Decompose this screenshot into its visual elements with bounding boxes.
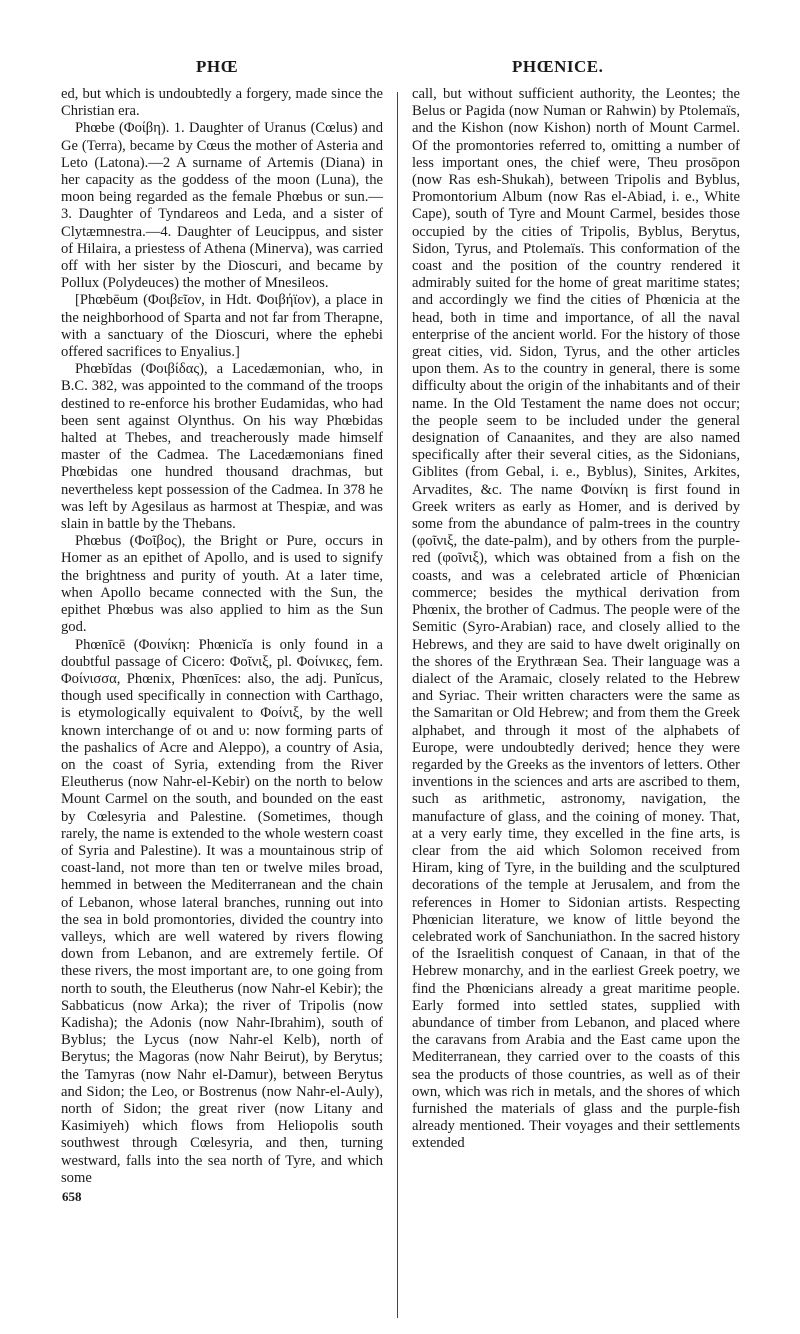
column-divider (397, 92, 398, 1318)
running-header-right: PHŒNICE. (512, 57, 604, 76)
entry-phoebe: Phœbe (Φοίβη). 1. Daughter of Uranus (Cœlus) and Ge (Terra), became by Cœus the mother of Asteria and Leto (Latona).—2 A surname of Artemis (Diana) in her capacity as the goddess of the moon (Luna), the moon being regarded as the female Phœbus or sun.—3. Daughter of Tyndareos and Leda, and a sister of Clytæmnestra.—4. Daughter of Leucippus, and sister of Hilaira, a priestess of Athena (Minerva), was carried off with her sister by the Dioscuri, and became by Pollux (Polydeuces) the mother of Mnesileos. (61, 120, 383, 292)
entry-phoenice-continued: call, but without sufficient authority, the Leontes; the Belus or Pagida (now Numan or Rahwin) by Ptolemaïs, and the Kishon (now Kishon) north of Mount Carmel. Of the promontories referred to, omitting a number of less important ones, the chief were, Theu prosōpon (now Ras esh-Shukah), between Tripolis and Byblus, Promontorium Album (now Ras el-Abiad, i. e., White Cape), south of Tyre and Mount Carmel, besides those occupied by the cities of Tripolis, Byblus, Berytus, Sidon, Tyrus, and Ptolemaïs. This conformation of the coast and the position of the country rendered it admirably suited for the home of great maritime states; and accordingly we find the cities of Phœnicia at the head, both in time and importance, of all the naval enterprise of the ancient world. For the history of those great cities, vid. Sidon, Tyrus, and the other articles upon them. As to the country in general, there is some difficulty about the origin of the inhabitants and of their name. In the Old Testament the name does not occur; the people seem to be included under the general designation of Canaanites, and they are also named specifically after their several cities, as the Sidonians, Giblites (from Gebal, i. e., Byblus), Sinites, Arkites, Arvadites, &c. The name Φοινίκη is first found in Greek writers as early as Homer, and is derived by some from the abundance of palm-trees in the country (φοῖνιξ, the date-palm), and by others from the purple-red (φοῖνιξ), which was obtained from a fish on the coasts, and was a celebrated article of Phœnician commerce; besides the mythical derivation from Phœnix, the brother of Cadmus. The people were of the Semitic (Syro-Arabian) race, and closely allied to the Hebrews, and they are said to have dwelt originally on the shores of the Erythræan Sea. Their language was a dialect of the Aramaic, closely related to the Hebrew and Syriac. Their written characters were the same as the Samaritan or Old Hebrew; and from them the Greek alphabet, and through it most of the alphabets of Europe, were undoubtedly derived; hence they were regarded by the Greeks as the inventors of letters. Other inventions in the sciences and arts are ascribed to them, such as arithmetic, astronomy, navigation, the manufacture of glass, and the coining of money. That, at a very early time, they excelled in the fine arts, is clear from the aid which Solomon received from Hiram, king of Tyre, in the building and the sculptured decorations of the temple at Jerusalem, and from the references in Homer to Sidonian artists. Respecting Phœnician literature, we know of little beyond the celebrated work of Sanchuniathon. In the sacred history of the Israelitish conquest of Canaan, in that of the Hebrew monarchy, and in the earliest Greek poetry, we find the Phœnicians already a great maritime people. Early formed into settled states, supplied with abundance of timber from Lebanon, and placed where the caravans from Arabia and the East came upon the Mediterranean, they carried over to the coasts of this sea the products of those countries, as well as of their own, which was rich in metals, and the shores of which furnished the materials of glass and the purple-fish already mentioned. Their voyages and their settlements extended (412, 86, 740, 1152)
entry-phoebus: Phœbus (Φοῖβος), the Bright or Pure, occurs in Homer as an epithet of Apollo, and is used to signify the brightness and purity of youth. At a later time, when Apollo became connected with the Sun, the epithet Phœbus was also applied to him as the Sun god. (61, 533, 383, 636)
entry-continuation: ed, but which is undoubtedly a forgery, made since the Christian era. (61, 86, 383, 120)
page-number: 658 (62, 1189, 82, 1204)
running-header-left: PHŒ (196, 57, 239, 76)
right-column (412, 86, 740, 1153)
entry-phoenice: Phœnīcē (Φοινίκη: Phœnicĭa is only found in a doubtful passage of Cicero: Φοῖνιξ, pl. Φοίνικες, fem. Φοίνισσα, Phœnix, Phœnīces: also, the adj. Punĭcus, though used specifically in connection with Carthago, is etymologically equivalent to Φοίνιξ, by the well known interchange of οι and υ: now forming parts of the pashalics of Acre and Aleppo), a country of Asia, on the coast of Syria, extending from the River Eleutherus (now Nahr-el-Kebir) on the north to below Mount Carmel on the south, and bounded on the east by Cœlesyria and Palestine. (Sometimes, though rarely, the name is extended to the whole western coast of Syria and Palestine). It was a mountainous strip of coast-land, not more than ten or twelve miles broad, hemmed in between the Mediterranean and the chain of Lebanon, whose lateral branches, running out into the sea in bold promontories, divided the country into valleys, which are well watered by rivers flowing down from Lebanon, and are extremely fertile. Of these rivers, the most important are, to one going from north to south, the Eleutherus (now Nahr-el Kebir); the Sabbaticus (now Arka); the river of Tripolis (now Kadisha); the Adonis (now Nahr-Ibrahim), south of Byblus; the Lycus (now Nahr-el Kelb), north of Berytus; the Magoras (now Nahr Beirut), by Berytus; the Tamyras (now Nahr el-Damur), between Berytus and Sidon; the Leo, or Bostrenus (now Nahr-el-Auly), north of Sidon; the great river (now Litany and Kasimiyeh) which flows from Heliopolis south southwest through Cœlesyria, and then, turning westward, falls into the sea north of Tyre, and which some (61, 636, 383, 1186)
entry-phoebidas: Phœbĭdas (Φοιβίδας), a Lacedæmonian, who, in B.C. 382, was appointed to the command of the troops destined to re-enforce his brother Eudamidas, who had been sent against Olynthus. On his way Phœbidas halted at Thebes, and treacherously made himself master of the Cadmea. The Lacedæmonians fined Phœbidas one hundred thousand drachmas, but nevertheless kept possession of the Cadmea. In 378 he was left by Agesilaus as harmost at Thespiæ, and was slain in battle by the Thebans. (61, 361, 383, 533)
entry-phoebeum: [Phœbēum (Φοιβεῖον, in Hdt. Φοιβήϊον), a place in the neighborhood of Sparta and not far from Therapne, with a sanctuary of the Dioscuri, where the ephebi offered sacrifices to Enyalius.] (61, 292, 383, 361)
left-column (61, 86, 383, 1187)
